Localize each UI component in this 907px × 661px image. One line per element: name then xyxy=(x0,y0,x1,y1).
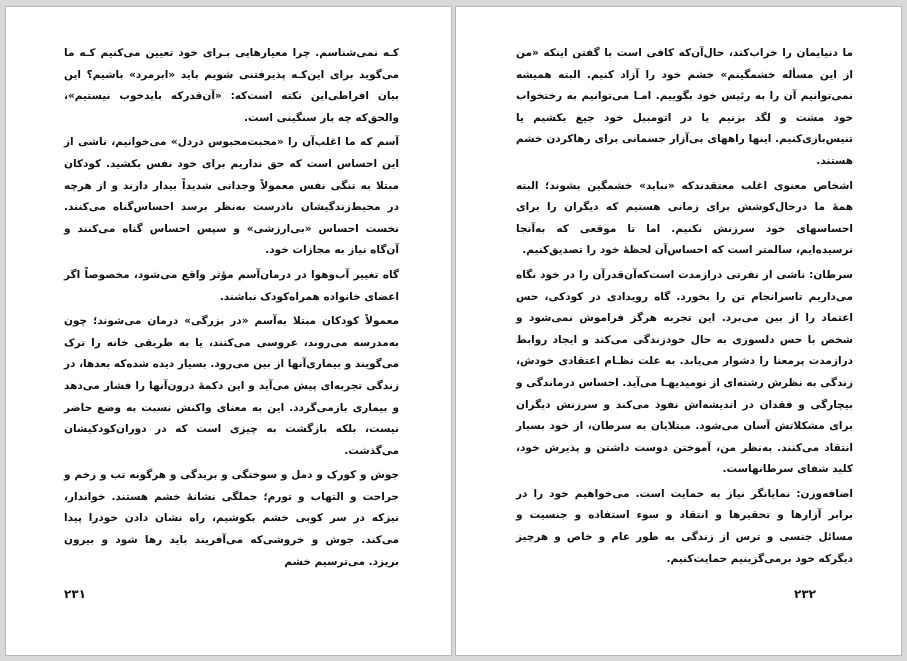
page-number: ۲۳۲ xyxy=(794,587,816,601)
page-232-text xyxy=(516,43,853,573)
paragraph: ما دنیایمان را خراب‌کند، حال‌آن‌که کافی است با گفتن اینکه «من از این مسأله خشمگینم» خشم خود را آزاد کنیم. البته همیشه نمی‌توانیم آن را به رئیس خود بگوییم. امـا می‌توانیم به رختخواب خود مشت و لگد بزنیم یا در اتومبیل خود جیغ بکشیم یا تنیس‌بازی‌کنیم. اینها راههای بی‌آزار جسمانی برای رها‌کردن خشم هستند. xyxy=(516,47,853,167)
paragraph: معمولاً کودکان مبتلا به‌آسم «در بزرگی» درمان می‌شوند؛ چون به‌مدرسه می‌روند، عروسی می‌کنند، یا به طریقی خانه را ترک می‌گویند و بیماری‌آنها از بین می‌رود. بسیار دیده شده‌که بعدها، در زندگی تجربه‌ای پیش می‌آید و این دکمۀ درون‌آنها را فشار می‌دهد و بیماری بازمی‌گردد. این به معنای واکنش نسبت به وضع حاضر نیست، بلکه بازگشت به چیزی است که در دوران‌کودکیشان می‌گذشت. xyxy=(63,315,399,457)
page-232 xyxy=(455,6,902,656)
page-231 xyxy=(5,6,452,656)
page-number: ۲۳۱ xyxy=(64,587,86,601)
paragraph: کـه نمی‌شناسم. چرا معیارهایی بـرای خود تعیین می‌کنیم کـه ما می‌گوید برای این‌کـه پذیرفتنی شویم باید «ابرمرد» باشیم؟ این بیان افراطی‌این نکته است‌که: «آن‌قدرکه بایدخوب نیستیم»، والحق‌که چه بار سنگینی است. xyxy=(64,47,399,124)
paragraph: اضافه‌وزن: نمایانگر نیاز به حمایت است. می‌خواهیم خود را در برابر آزارها و تحقیرها و انتقاد و سوء استفاده و جنسیت و مسائل جنسی و ترس از زندگی به طور عام و خاص و هرچیز دیگرکه خود برمی‌گزینیم حمایت‌کنیم. xyxy=(516,487,853,565)
paragraph: اشخاص معنوی اغلب معتقدندکه «نباید» خشمگین بشوند؛ البته همۀ ما درحال‌کوشش برای زمانی هستیم که دیگران را برای احساسهای خود سرزنش نکنیم. اما تا موقعی که به‌آنجا نرسیده‌ایم، سالمتر است که احساس‌آن لحظۀ خود را تصدیق‌کنیم. xyxy=(516,179,853,257)
paragraph: گاه تغییر آب‌وهوا در درمان‌آسم مؤثر واقع می‌شود، مخصوصاً اگر اعضای خانواده همراه‌کودک نباشند. xyxy=(64,268,399,303)
paragraph: جوش و کورک و دمل و سوختگی و بریدگی و هرگونه تب و زخم و جراحت و التهاب و تورم؛ جملگی نشانۀ خشم هستند. خواندار، نیزکه در سر کوبی خشم بکوشیم، راه نشان دادن خودرا پیدا می‌کند. جوش و خروشی‌که می‌آفریند باید رها شود و بیرون بریزد. می‌ترسیم خشم xyxy=(64,469,399,568)
paragraph: آسم که ما اغلب‌آن را «محبت‌محبوس دردل» می‌خوانیم، ناشی از این احساس است که حق نداریم برای خود نفس بکشید. کودکان مبتلا به تنگی نفس معمولاً وجدانی شدیداً بیدار دارند و از هرچه در محیط‌زندگیشان نادرست به‌نظر برسد احساس‌گناه می‌کنند. نخست احساس «بی‌ارزشی» و سپس احساس گناه می‌کنند و آن‌گاه نیاز به مجازات خود. xyxy=(64,136,399,257)
paragraph: سرطان: ناشی از نفرتی درازمدت است‌که‌آن‌قدرآن را در خود نگاه می‌داریم تاسرانجام تن را بخورد. گاه رویدادی در کودکی، حس اعتماد را از بین می‌برد. این تجربه هرگز فراموش نمی‌شود و شخص با حس دلسوزی به حال خودزندگی می‌کند و ایجاد روابط درازمدت پرمعنا را دشوار می‌یابد. به علت نظـام اعتقادی خودش، زندگی به نظرش رشته‌ای از نومیدیهـا می‌آید. احساس درماندگی و بیچارگی و فقدان در اندیشه‌اش نفوذ می‌کند و سرزنش دیگران برای مشکلاتش آسان می‌شود. مبتلایان به سرطان، از خود بسیار انتقاد می‌کنند. به‌نظر من، آموختن دوست داشتن و پذیرش خود، کلید شفای سرطانهاست. xyxy=(516,268,853,476)
page-231-text xyxy=(64,43,399,576)
